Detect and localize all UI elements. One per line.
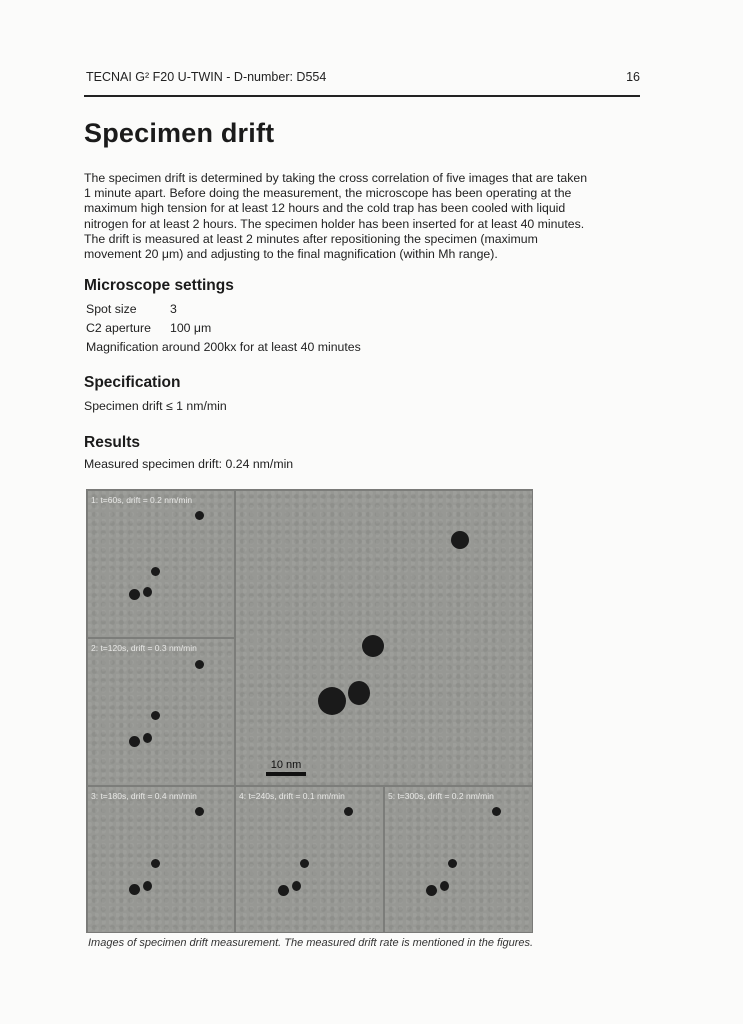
drift-panel-2 — [87, 638, 235, 786]
specification-text: Specimen drift ≤ 1 nm/min — [84, 399, 227, 413]
particle — [143, 587, 152, 597]
intro-line: 1 minute apart. Before doing the measurement, the microscope has been operating at the — [84, 186, 572, 201]
particle — [195, 660, 204, 669]
particle — [292, 881, 301, 891]
particle — [451, 531, 469, 549]
page-title: Specimen drift — [84, 118, 275, 148]
particle — [195, 511, 204, 520]
panel-label: 1: t=60s, drift = 0.2 nm/min — [91, 495, 193, 505]
panel-label: 3: t=180s, drift = 0.4 nm/min — [91, 791, 197, 801]
particle — [318, 687, 346, 715]
particle — [278, 885, 289, 896]
particle — [151, 567, 160, 576]
spot-size-row — [86, 302, 177, 316]
drift-panel-4 — [235, 786, 384, 933]
header-instrument: TECNAI G² F20 U-TWIN - D-number: D554 — [86, 70, 327, 84]
drift-panel-1 — [87, 490, 235, 638]
particle — [492, 807, 501, 816]
particle — [426, 885, 437, 896]
particle — [348, 681, 370, 705]
results-heading: Results — [84, 434, 140, 451]
drift-figure — [86, 489, 533, 933]
running-header — [86, 70, 640, 84]
specification-heading: Specification — [84, 374, 181, 391]
magnified-panel — [235, 490, 533, 786]
particle — [143, 881, 152, 891]
drift-panel-5 — [384, 786, 533, 933]
panel-label: 5: t=300s, drift = 0.2 nm/min — [388, 791, 494, 801]
intro-paragraph — [84, 171, 644, 262]
spot-size-label: Spot size — [86, 302, 137, 316]
particle — [151, 859, 160, 868]
particle — [151, 711, 160, 720]
particle — [300, 859, 309, 868]
intro-line: The drift is measured at least 2 minutes after repositioning the specimen (maximum — [84, 231, 538, 246]
intro-line: nitrogen for at least 2 hours. The specimen holder has been inserted for at least 40 minutes. — [84, 216, 585, 231]
c2-aperture-row — [86, 321, 211, 335]
particle — [344, 807, 353, 816]
panel-label: 4: t=240s, drift = 0.1 nm/min — [239, 791, 345, 801]
particle — [195, 807, 204, 816]
particle — [440, 881, 449, 891]
particle — [143, 733, 152, 743]
results-text: Measured specimen drift: 0.24 nm/min — [84, 457, 294, 471]
panel-label: 2: t=120s, drift = 0.3 nm/min — [91, 643, 197, 653]
scale-bar — [266, 759, 306, 776]
magnification-row: Magnification around 200kx for at least 40 minutes — [86, 340, 361, 354]
scale-bar-line — [266, 772, 306, 776]
intro-line: maximum high tension for at least 12 hours and the cold trap has been cooled with liquid — [84, 201, 566, 216]
particle — [129, 884, 140, 895]
c2-aperture-label: C2 aperture — [86, 321, 151, 335]
scale-bar-label: 10 nm — [270, 759, 302, 771]
intro-line: movement 20 μm) and adjusting to the final magnification (within Mh range). — [84, 247, 498, 262]
particle — [129, 736, 140, 747]
microscope-settings-heading: Microscope settings — [84, 277, 234, 294]
drift-panel-3 — [87, 786, 235, 933]
intro-line: The specimen drift is determined by taking the cross correlation of five images that are taken — [84, 171, 588, 185]
page-number: 16 — [626, 70, 640, 84]
particle — [362, 635, 384, 657]
spot-size-value: 3 — [170, 302, 177, 316]
header-divider — [84, 95, 640, 97]
particle — [129, 589, 140, 600]
c2-aperture-value: 100 μm — [170, 321, 212, 335]
figure-caption: Images of specimen drift measurement. The measured drift rate is mentioned in the figures. — [88, 937, 534, 949]
particle — [448, 859, 457, 868]
